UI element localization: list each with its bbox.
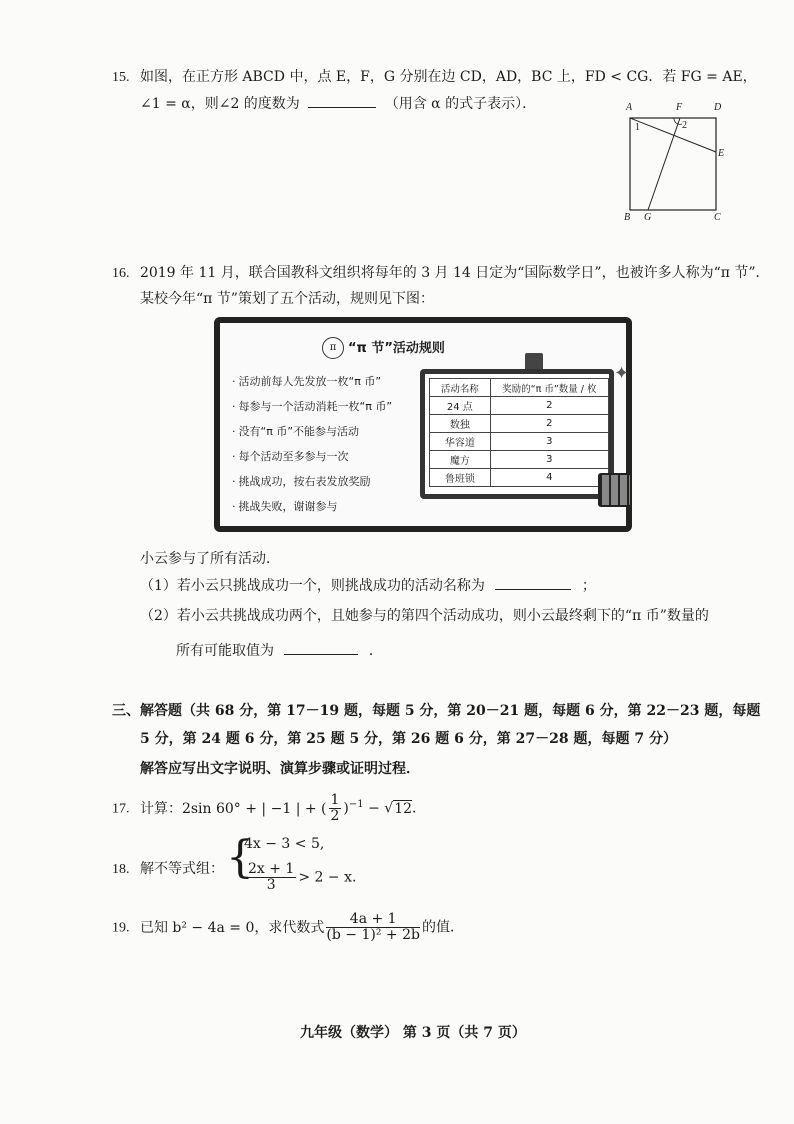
- q15-text-line2a: ∠1 = α，则∠2 的度数为: [140, 96, 300, 112]
- q16-part2-end: ．: [368, 643, 383, 659]
- q16-part2-blank[interactable]: [284, 640, 358, 655]
- fraction-denominator: 2: [330, 808, 340, 825]
- fraction-numerator: 2x + 1: [248, 861, 295, 877]
- table-row: [430, 397, 609, 415]
- star-icon: ✦: [614, 363, 630, 384]
- q15-figure: [618, 102, 728, 224]
- angle-1-label: 1: [635, 122, 640, 133]
- angle-2-label: 2: [682, 120, 687, 131]
- system-brace: {: [226, 832, 254, 883]
- table-row: [430, 469, 609, 487]
- q16-number: 16.: [112, 266, 130, 281]
- q16-part2-line2: [176, 640, 383, 660]
- q18-number-label: [112, 858, 224, 878]
- activity-name: 数独: [430, 415, 491, 433]
- rules-title: “π 节”活动规则: [348, 341, 445, 356]
- q17-prefix: 计算：2sin 60° + | −1 | + (: [139, 800, 327, 817]
- q18-fraction: [246, 862, 296, 893]
- rule-item: · 没有“π 币”不能参与活动: [232, 423, 359, 439]
- q18-prefix: 解不等式组：: [139, 861, 224, 877]
- q16-part1: [140, 575, 596, 595]
- rule-item: · 每参与一个活动消耗一枚“π 币”: [232, 398, 392, 414]
- q17-fraction: [329, 793, 342, 824]
- q15-answer-blank[interactable]: [308, 93, 376, 108]
- q19: [112, 912, 464, 943]
- q19-suffix: 的值．: [421, 919, 464, 936]
- q15-line2: [140, 93, 536, 113]
- reward-value: 2: [490, 397, 608, 415]
- q16-line1: [112, 262, 770, 282]
- section3-line2: 5 分，第 24 题 6 分，第 25 题 5 分，第 26 题 6 分，第 27－28 题，每题 7 分）: [140, 731, 677, 747]
- rule-item: · 每个活动至多参与一次: [232, 448, 349, 464]
- table-row: [430, 451, 609, 469]
- sqrt-radicand: 12: [394, 800, 413, 817]
- label-B: B: [624, 212, 631, 223]
- rule-item: · 挑战失败，谢谢参与: [232, 498, 338, 514]
- q17-number: 17.: [112, 801, 130, 817]
- q17: 17. 计算：2sin 60° + | −1 | + ( $\frac{1}{2}$ )$^{-1}$ − √12．: [112, 792, 427, 825]
- label-A: A: [626, 102, 633, 113]
- q16-line2: 某校今年“π 节”策划了五个活动，规则见下图：: [140, 291, 434, 307]
- q15-line1: [112, 66, 757, 86]
- col-header-reward: 奖励的“π 币”数量 / 枚: [490, 379, 608, 397]
- q18-ineq2-rest: > 2 − x.: [298, 869, 357, 886]
- pi-badge-icon: π: [322, 337, 344, 359]
- table-header-row: [430, 379, 609, 397]
- reward-table-frame: [420, 369, 614, 499]
- fraction-numerator: 4a + 1: [326, 912, 420, 928]
- q17-exponent: −1: [348, 799, 364, 810]
- reward-value: 3: [490, 451, 608, 469]
- q17-end: ．: [412, 800, 427, 817]
- col-header-activity: 活动名称: [430, 379, 491, 397]
- label-C: C: [714, 212, 721, 223]
- activity-name: 华容道: [430, 433, 491, 451]
- q15-text-line1: 如图，在正方形 ABCD 中，点 E，F，G 分别在边 CD，AD，BC 上，FD < CG．若 FG = AE，: [139, 69, 757, 85]
- fraction-numerator: 1: [330, 792, 340, 809]
- reward-table: [429, 378, 609, 487]
- q19-fraction: [326, 912, 420, 943]
- q18-ineq2: [244, 862, 356, 893]
- table-row: [430, 433, 609, 451]
- section3-line1: 三、解答题（共 68 分，第 17－19 题，每题 5 分，第 20－21 题，每题 6 分，第 22－23 题，每题: [112, 703, 761, 719]
- sqrt-symbol: √: [384, 800, 394, 817]
- q15-text-line2b: （用含 α 的式子表示）．: [384, 96, 537, 112]
- table-row: [430, 415, 609, 433]
- reward-value: 4: [490, 469, 608, 487]
- section3-line3: 解答应写出文字说明、演算步骤或证明过程．: [140, 761, 420, 777]
- q19-number: 19.: [112, 920, 130, 936]
- q16-part1-blank[interactable]: [495, 575, 571, 590]
- q19-prefix: 已知 b² − 4a = 0，求代数式: [139, 919, 325, 936]
- fraction-denominator: (b − 1)² + 2b: [326, 927, 420, 943]
- rule-item: · 挑战成功，按右表发放奖励: [232, 473, 371, 489]
- activity-rules-card: [214, 317, 632, 532]
- q16-part1-end: ；: [581, 578, 596, 594]
- page-footer: 九年级（数学） 第 3 页（共 7 页）: [300, 1025, 526, 1041]
- activity-name: 魔方: [430, 451, 491, 469]
- label-F: F: [676, 102, 683, 113]
- q17-minus: −: [363, 800, 385, 817]
- rubiks-cube-icon: [598, 473, 632, 507]
- q16-part2-text: 所有可能取值为: [176, 643, 274, 659]
- q16-part2-line1: （2）若小云共挑战成功两个，且她参与的第四个活动成功，则小云最终剩下的“π 币”数量的: [140, 608, 709, 624]
- q16-after: 小云参与了所有活动．: [140, 551, 280, 567]
- q18-ineq1: 4x − 3 < 5,: [244, 836, 325, 852]
- activity-name: 24 点: [430, 397, 491, 415]
- reward-value: 2: [490, 415, 608, 433]
- q18-number: 18.: [112, 862, 130, 877]
- label-G: G: [644, 212, 652, 223]
- label-E: E: [718, 148, 725, 159]
- q16-part1-text: （1）若小云只挑战成功一个，则挑战成功的活动名称为: [140, 578, 485, 594]
- label-D: D: [714, 102, 722, 113]
- rule-item: · 活动前每人先发放一枚“π 币”: [232, 373, 381, 389]
- q16-text-line1: 2019 年 11 月，联合国教科文组织将每年的 3 月 14 日定为“国际数学日”，也被许多人称为“π 节”．: [139, 265, 770, 281]
- activity-name: 鲁班锁: [430, 469, 491, 487]
- reward-value: 3: [490, 433, 608, 451]
- fraction-denominator: 3: [266, 877, 276, 893]
- q15-number: 15.: [112, 70, 130, 85]
